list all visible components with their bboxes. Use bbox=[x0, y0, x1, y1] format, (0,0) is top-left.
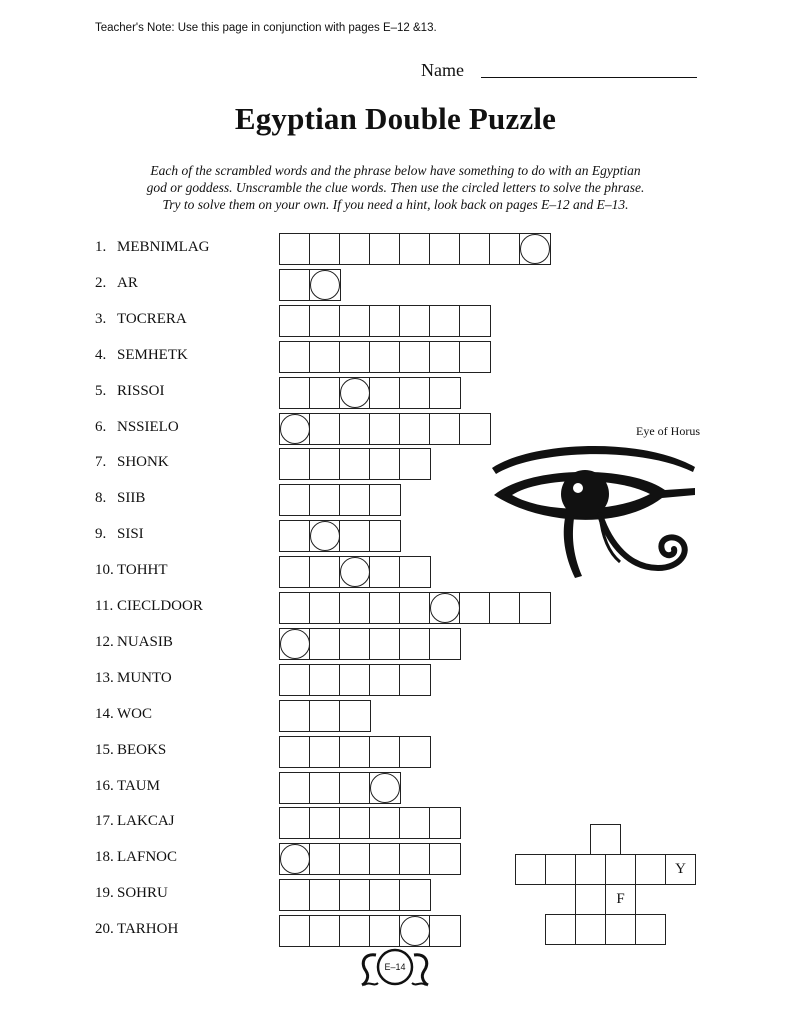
letter-box[interactable] bbox=[340, 737, 370, 767]
letter-box[interactable] bbox=[340, 449, 370, 479]
letter-box[interactable] bbox=[400, 665, 430, 695]
phrase-cell[interactable] bbox=[605, 854, 636, 885]
letter-box[interactable] bbox=[400, 449, 430, 479]
answer-boxes bbox=[279, 305, 491, 337]
phrase-cell[interactable] bbox=[575, 884, 606, 915]
letter-box[interactable] bbox=[400, 557, 430, 587]
letter-box[interactable] bbox=[280, 378, 310, 408]
letter-box[interactable] bbox=[340, 880, 370, 910]
eye-of-horus-label: Eye of Horus bbox=[636, 424, 700, 438]
letter-box[interactable] bbox=[340, 844, 370, 874]
letter-box[interactable] bbox=[370, 306, 400, 336]
scrambled-word: SHONK bbox=[117, 454, 169, 471]
letter-box[interactable] bbox=[460, 306, 490, 336]
letter-box[interactable] bbox=[400, 844, 430, 874]
letter-box[interactable] bbox=[370, 234, 400, 264]
letter-box[interactable] bbox=[310, 880, 340, 910]
scrambled-word: WOC bbox=[117, 705, 152, 722]
letter-box[interactable] bbox=[370, 844, 400, 874]
scrambled-word: SEMHETK bbox=[117, 346, 188, 363]
circled-letter-box[interactable] bbox=[310, 270, 340, 300]
letter-box[interactable] bbox=[280, 342, 310, 372]
answer-boxes bbox=[279, 700, 371, 732]
circled-letter-box[interactable] bbox=[340, 378, 370, 408]
letter-box[interactable] bbox=[310, 916, 340, 946]
page-title: Egyptian Double Puzzle bbox=[234, 101, 557, 136]
letter-box[interactable] bbox=[280, 557, 310, 587]
answer-boxes bbox=[279, 377, 461, 409]
scrambled-word: NSSIELO bbox=[117, 418, 179, 435]
letter-box[interactable] bbox=[400, 234, 430, 264]
letter-box[interactable] bbox=[370, 414, 400, 444]
letter-box[interactable] bbox=[310, 342, 340, 372]
letter-box[interactable] bbox=[340, 342, 370, 372]
letter-box[interactable] bbox=[400, 737, 430, 767]
instructions-line: Try to solve them on your own. If you need a hint, look back on pages E–12 and E–13. bbox=[162, 197, 629, 212]
letter-box[interactable] bbox=[460, 593, 490, 623]
letter-box[interactable] bbox=[370, 378, 400, 408]
letter-box[interactable] bbox=[280, 485, 310, 515]
clue-number: 18. bbox=[95, 849, 114, 866]
clue-number: 14. bbox=[95, 705, 114, 722]
letter-box[interactable] bbox=[370, 916, 400, 946]
scrambled-word: SOHRU bbox=[117, 885, 168, 902]
letter-box[interactable] bbox=[430, 414, 460, 444]
letter-box[interactable] bbox=[370, 521, 400, 551]
letter-box[interactable] bbox=[310, 485, 340, 515]
letter-box[interactable] bbox=[310, 449, 340, 479]
clue-number: 6. bbox=[95, 418, 107, 435]
letter-box[interactable] bbox=[340, 808, 370, 838]
answer-boxes bbox=[279, 915, 461, 947]
answer-boxes bbox=[279, 879, 431, 911]
answer-boxes bbox=[279, 341, 491, 373]
scrambled-word: AR bbox=[117, 274, 138, 291]
circled-letter-box[interactable] bbox=[280, 629, 310, 659]
letter-box[interactable] bbox=[310, 844, 340, 874]
letter-box[interactable] bbox=[430, 629, 460, 659]
letter-box[interactable] bbox=[280, 808, 310, 838]
letter-box[interactable] bbox=[460, 234, 490, 264]
answer-boxes bbox=[279, 233, 551, 265]
letter-box[interactable] bbox=[370, 629, 400, 659]
circled-letter-box[interactable] bbox=[340, 557, 370, 587]
letter-box[interactable] bbox=[520, 593, 550, 623]
answer-boxes bbox=[279, 807, 461, 839]
answer-boxes bbox=[279, 664, 431, 696]
answer-boxes bbox=[279, 556, 431, 588]
scrambled-word: MUNTO bbox=[117, 669, 172, 686]
phrase-cell[interactable] bbox=[515, 854, 546, 885]
letter-box[interactable] bbox=[280, 449, 310, 479]
letter-box[interactable] bbox=[430, 342, 460, 372]
scrambled-word: BEOKS bbox=[117, 741, 167, 758]
given-letter: F bbox=[616, 891, 625, 907]
page-number: E–14 bbox=[384, 962, 406, 972]
letter-box[interactable] bbox=[490, 234, 520, 264]
circled-letter-box[interactable] bbox=[400, 916, 430, 946]
clue-number: 10. bbox=[95, 562, 114, 579]
letter-box[interactable] bbox=[340, 306, 370, 336]
circled-letter-box[interactable] bbox=[280, 414, 310, 444]
letter-box[interactable] bbox=[310, 629, 340, 659]
phrase-cell[interactable] bbox=[545, 914, 576, 945]
letter-box[interactable] bbox=[280, 234, 310, 264]
scrambled-word: SISI bbox=[117, 526, 144, 543]
clue-number: 20. bbox=[95, 921, 114, 938]
clue-number: 15. bbox=[95, 741, 114, 758]
circled-letter-box[interactable] bbox=[520, 234, 550, 264]
letter-box[interactable] bbox=[280, 306, 310, 336]
clue-number: 9. bbox=[95, 526, 107, 543]
instructions-line: god or goddess. Unscramble the clue words. Then use the circled letters to solve the phrase. bbox=[146, 180, 645, 195]
letter-box[interactable] bbox=[370, 449, 400, 479]
scrambled-word: TOCRERA bbox=[117, 310, 187, 327]
clue-number: 19. bbox=[95, 885, 114, 902]
answer-boxes bbox=[279, 736, 431, 768]
letter-box[interactable] bbox=[280, 701, 310, 731]
letter-box[interactable] bbox=[280, 880, 310, 910]
circled-letter-box[interactable] bbox=[370, 773, 400, 803]
letter-box[interactable] bbox=[280, 916, 310, 946]
letter-box[interactable] bbox=[310, 306, 340, 336]
letter-box[interactable] bbox=[370, 485, 400, 515]
letter-box[interactable] bbox=[340, 629, 370, 659]
letter-box[interactable] bbox=[400, 593, 430, 623]
letter-box[interactable] bbox=[340, 916, 370, 946]
letter-box[interactable] bbox=[280, 773, 310, 803]
letter-box[interactable] bbox=[400, 808, 430, 838]
answer-boxes bbox=[279, 592, 551, 624]
instructions-line: Each of the scrambled words and the phrase below have something to do with an Egyptian bbox=[150, 163, 641, 178]
answer-boxes bbox=[279, 413, 491, 445]
clue-number: 16. bbox=[95, 777, 114, 794]
phrase-cell[interactable] bbox=[665, 854, 696, 885]
letter-box[interactable] bbox=[430, 234, 460, 264]
letter-box[interactable] bbox=[310, 665, 340, 695]
letter-box[interactable] bbox=[340, 665, 370, 695]
clue-number: 4. bbox=[95, 346, 107, 363]
letter-box[interactable] bbox=[280, 665, 310, 695]
circled-letter-box[interactable] bbox=[430, 593, 460, 623]
scrambled-word: TAUM bbox=[117, 777, 160, 794]
scrambled-word: SIIB bbox=[117, 490, 146, 507]
phrase-cell[interactable] bbox=[545, 854, 576, 885]
answer-boxes bbox=[279, 628, 461, 660]
letter-box[interactable] bbox=[370, 342, 400, 372]
circled-letter-box[interactable] bbox=[280, 844, 310, 874]
name-label: Name bbox=[421, 60, 464, 80]
letter-box[interactable] bbox=[340, 521, 370, 551]
given-letter: Y bbox=[675, 861, 686, 877]
letter-box[interactable] bbox=[310, 701, 340, 731]
letter-box[interactable] bbox=[340, 701, 370, 731]
clue-number: 5. bbox=[95, 382, 107, 399]
letter-box[interactable] bbox=[370, 880, 400, 910]
letter-box[interactable] bbox=[460, 414, 490, 444]
phrase-cell[interactable] bbox=[575, 914, 606, 945]
footer-page-badge bbox=[356, 945, 436, 994]
circled-letter-box[interactable] bbox=[310, 521, 340, 551]
clue-number: 1. bbox=[95, 239, 107, 255]
answer-boxes bbox=[279, 843, 461, 875]
clue-number: 11. bbox=[95, 598, 114, 614]
letter-box[interactable] bbox=[310, 773, 340, 803]
answer-boxes bbox=[279, 484, 401, 516]
letter-box[interactable] bbox=[340, 593, 370, 623]
letter-box[interactable] bbox=[310, 737, 340, 767]
scrambled-word: RISSOI bbox=[117, 382, 165, 399]
phrase-cell[interactable] bbox=[635, 854, 666, 885]
letter-box[interactable] bbox=[400, 880, 430, 910]
clue-number: 13. bbox=[95, 669, 114, 686]
clue-number: 7. bbox=[95, 454, 107, 471]
letter-box[interactable] bbox=[370, 737, 400, 767]
clue-number: 2. bbox=[95, 274, 107, 291]
letter-box[interactable] bbox=[310, 808, 340, 838]
letter-box[interactable] bbox=[340, 773, 370, 803]
letter-box[interactable] bbox=[340, 234, 370, 264]
letter-box[interactable] bbox=[370, 808, 400, 838]
letter-box[interactable] bbox=[460, 342, 490, 372]
clue-number: 17. bbox=[95, 813, 114, 830]
letter-box[interactable] bbox=[400, 629, 430, 659]
scrambled-word: TARHOH bbox=[117, 921, 179, 938]
letter-box[interactable] bbox=[400, 378, 430, 408]
letter-box[interactable] bbox=[430, 306, 460, 336]
scrambled-word: TOHHT bbox=[117, 562, 168, 579]
letter-box[interactable] bbox=[430, 916, 460, 946]
letter-box[interactable] bbox=[370, 557, 400, 587]
phrase-cell[interactable] bbox=[575, 854, 606, 885]
letter-box[interactable] bbox=[430, 808, 460, 838]
scrambled-word: MEBNIMLAG bbox=[117, 239, 210, 255]
letter-box[interactable] bbox=[340, 485, 370, 515]
phrase-cell[interactable] bbox=[635, 914, 666, 945]
phrase-cell[interactable] bbox=[605, 884, 636, 915]
scrambled-word: CIECLDOOR bbox=[117, 598, 203, 614]
letter-box[interactable] bbox=[310, 593, 340, 623]
letter-box[interactable] bbox=[400, 306, 430, 336]
clue-number: 3. bbox=[95, 310, 107, 327]
letter-box[interactable] bbox=[400, 342, 430, 372]
scrambled-word: NUASIB bbox=[117, 633, 173, 650]
scrambled-word: LAKCAJ bbox=[117, 813, 175, 830]
letter-box[interactable] bbox=[430, 844, 460, 874]
letter-box[interactable] bbox=[280, 593, 310, 623]
letter-box[interactable] bbox=[310, 378, 340, 408]
answer-boxes bbox=[279, 448, 431, 480]
eye-of-horus-icon bbox=[490, 440, 705, 590]
clue-number: 12. bbox=[95, 633, 114, 650]
scrambled-word: LAFNOC bbox=[117, 849, 178, 866]
letter-box[interactable] bbox=[280, 270, 310, 300]
teachers-note: Teacher's Note: Use this page in conjunction with pages E–12 &13. bbox=[95, 22, 437, 34]
instructions bbox=[120, 162, 671, 213]
letter-box[interactable] bbox=[310, 557, 340, 587]
name-field-line[interactable] bbox=[481, 77, 697, 78]
letter-box[interactable] bbox=[370, 665, 400, 695]
letter-box[interactable] bbox=[280, 737, 310, 767]
clue-number: 8. bbox=[95, 490, 107, 507]
letter-box[interactable] bbox=[370, 593, 400, 623]
answer-boxes bbox=[279, 269, 341, 301]
letter-box[interactable] bbox=[490, 593, 520, 623]
letter-box[interactable] bbox=[280, 521, 310, 551]
letter-box[interactable] bbox=[400, 414, 430, 444]
phrase-cell[interactable] bbox=[590, 824, 621, 855]
answer-boxes bbox=[279, 772, 401, 804]
answer-boxes bbox=[279, 520, 401, 552]
letter-box[interactable] bbox=[430, 378, 460, 408]
phrase-cell[interactable] bbox=[605, 914, 636, 945]
letter-box[interactable] bbox=[340, 414, 370, 444]
letter-box[interactable] bbox=[310, 234, 340, 264]
letter-box[interactable] bbox=[310, 414, 340, 444]
